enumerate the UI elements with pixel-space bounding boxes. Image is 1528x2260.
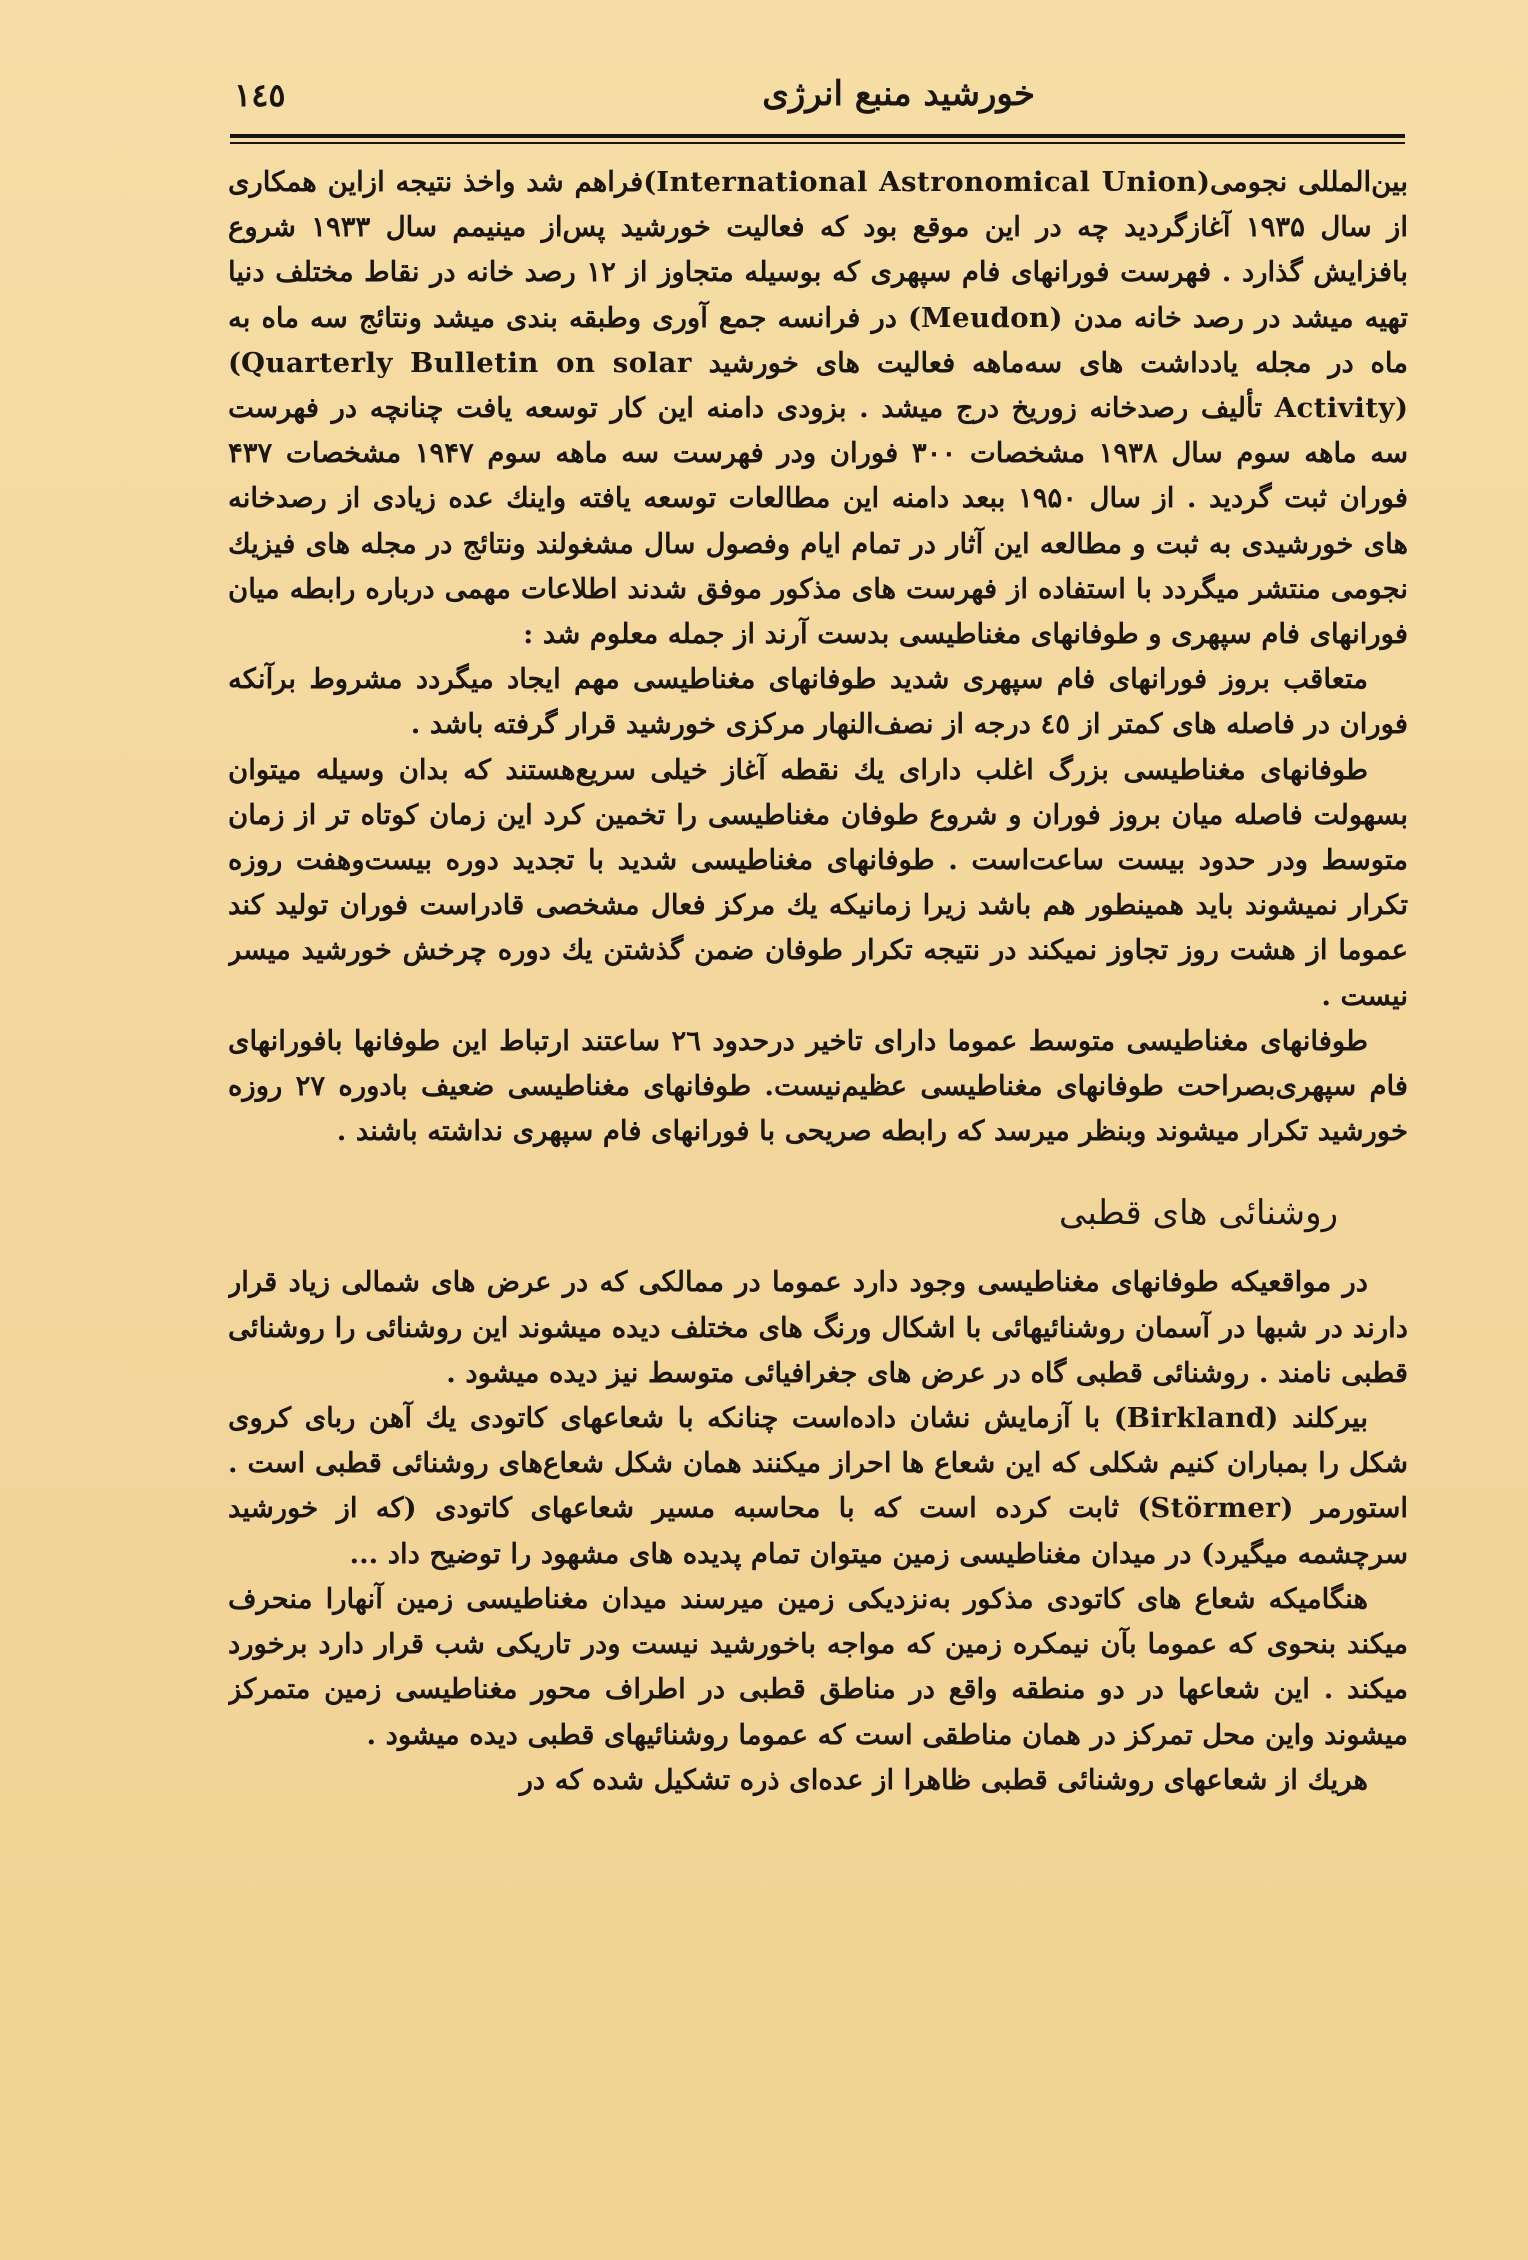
header-rule-thick [230, 134, 1405, 138]
body-text [228, 160, 1408, 2240]
paragraph-6-text-a: بیرکلند [1291, 1402, 1369, 1435]
paragraph-1-text-c: در فرانسه جمع آوری وطبقه بندی میشد ونتائج سه ماه به ماه در مجله یادداشت های سه‌ماهه فعالیت های خورشید [228, 301, 1408, 379]
latin-term-quarterly-bulletin: (Quarterly Bulletin on solar Activity) [228, 346, 1408, 425]
paragraph-2: متعاقب بروز فورانهای فام سپهری شدید طوفانهای مغناطیسی مهم ایجاد میگردد مشروط برآنکه فوران در فاصله های کمتر از ٤٥ درجه از نصف‌النهار مرکزی خورشید قرار گرفته باشد . [228, 663, 1408, 741]
paragraph-7: هنگامیکه شعاع های کاتودی مذکور به‌نزدیکی زمین میرسند میدان مغناطیسی زمین آنهارا منحرف میکند بنحوی که عموما بآن نیمکره زمین که مواجه باخورشید نیست ودر تاریکی شب قرار دارد برخورد میکند . این شعاعها در دو منطقه واقع در مناطق قطبی در اطراف محور مغناطیسی زمین متمرکز میشوند واین محل تمرکز در همان مناطقی است که عموما روشنائیهای قطبی دیده میشود . [228, 1582, 1408, 1751]
paragraph-6 [228, 1396, 1408, 1577]
paragraph-4: طوفانهای مغناطیسی متوسط عموما دارای تاخیر درحدود ٢٦ ساعتند ارتباط این طوفانها بافورانهای فام سپهری‌بصراحت طوفانهای مغناطیسی عظیم‌نیست. طوفانهای مغناطیسی ضعیف بادوره ۲۷ روزه خورشید تکرار میشوند وبنظر میرسد که رابطه صریحی با فورانهای فام سپهری نداشته باشند . [228, 1024, 1408, 1148]
paragraph-1-text-d: تألیف رصدخانه زوریخ درج میشد . بزودی دامنه این کار توسعه یافت چنانچه در فهرست سه ماهه سوم سال ۱۹۳۸ مشخصات ۳۰۰ فوران ودر فهرست سه ماهه سوم ۱۹۴۷ مشخصات ۴۳۷ فوران ثبت گردید . از سال ۱۹۵۰ ببعد دامنه این مطالعات توسعه یافته واینك عده زیادی از رصدخانه های خورشیدی به ثبت و مطالعه این آثار در تمام ایام وفصول سال مشغولند ونتائج در مجله های فیزیك نجومی منتشر میگردد با استفاده از فهرست های مذکور موفق شدند اطلاعات مهمی درباره رابطه میان فورانهای فام سپهری و طوفانهای مغناطیسی بدست آرند از جمله معلوم شد : [228, 392, 1408, 651]
paragraph-1 [228, 160, 1408, 657]
latin-term-iau: (International Astronomical Union) [643, 166, 1210, 198]
paragraph-1-text-b: فراهم شد واخذ نتیجه ازاین همکاری از سال ۱۹۳۵ آغازگردید چه در این موقع بود که فعالیت خورشید پس‌از مینیمم سال ۱۹۳۳ شروع بافزایش گذارد . فهرست فورانهای فام سپهری که بوسیله متجاوز از ۱۲ رصد خانه در نقاط مختلف دنیا تهیه میشد در رصد خانه مدن [228, 166, 1408, 334]
page-header [230, 70, 1405, 130]
paragraph-3: طوفانهای مغناطیسی بزرگ اغلب دارای یك نقطه آغاز خیلی سریع‌هستند که بدان وسیله میتوان بسهولت فاصله میان بروز فوران و شروع طوفان مغناطیسی را تخمین کرد این زمان کوتاه تر از زمان متوسط ودر حدود بیست ساعت‌است . طوفانهای مغناطیسی شدید با تجدید دوره بیست‌وهفت روزه تکرار نمیشوند باید همینطور هم باشد زیرا زمانیکه یك مرکز فعال مشخصی قادراست فوران تولید کند عموما از هشت روز تجاوز نمیکند در نتیجه تکرار طوفان ضمن گذشتن یك دوره چرخش خورشید میسر نیست . [228, 753, 1408, 1012]
section-heading: روشنائی های قطبی [1058, 1193, 1338, 1234]
paragraph-6-text-c: ثابت کرده است که با محاسبه مسیر شعاعهای کاتودی (که از خورشید سرچشمه میگیرد) در میدان مغناطیسی زمین میتوان تمام پدیده های مشهود را توضیح داد ... [228, 1492, 1408, 1570]
latin-term-stormer: (Störmer) [1137, 1492, 1294, 1525]
paragraph-1-text-a: بین‌المللی نجومی [1210, 166, 1408, 198]
running-title: خورشید منبع انرژی [762, 74, 1035, 114]
paragraph-5: در مواقعیکه طوفانهای مغناطیسی وجود دارد عموما در ممالکی که در عرض های شمالی زیاد قرار دارند در شبها در آسمان روشنائیهائی با اشکال ورنگ های مختلف دیده میشوند این روشنائی را روشنائی قطبی نامند . روشنائی قطبی گاه در عرض های جغرافیائی متوسط نیز دیده میشود . [228, 1266, 1408, 1389]
latin-term-meudon: (Meudon) [908, 301, 1063, 334]
paragraph-6-text-b: با آزمایش نشان داده‌است چنانکه با شعاعهای کاتودی یك آهن ربای کروی شکل را بمباران کنیم شکلی که این شعاع ها احراز میکنند همان شکل شعاع‌های روشنائی قطبی است . استورمر [228, 1402, 1408, 1525]
header-rule-thin [230, 142, 1405, 144]
latin-term-birkland: (Birkland) [1113, 1402, 1279, 1435]
page-number: ١٤٥ [234, 76, 286, 114]
paragraph-8: هریك از شعاعهای روشنائی قطبی ظاهرا از عده‌ای ذره تشکیل شده که در [519, 1763, 1368, 1796]
